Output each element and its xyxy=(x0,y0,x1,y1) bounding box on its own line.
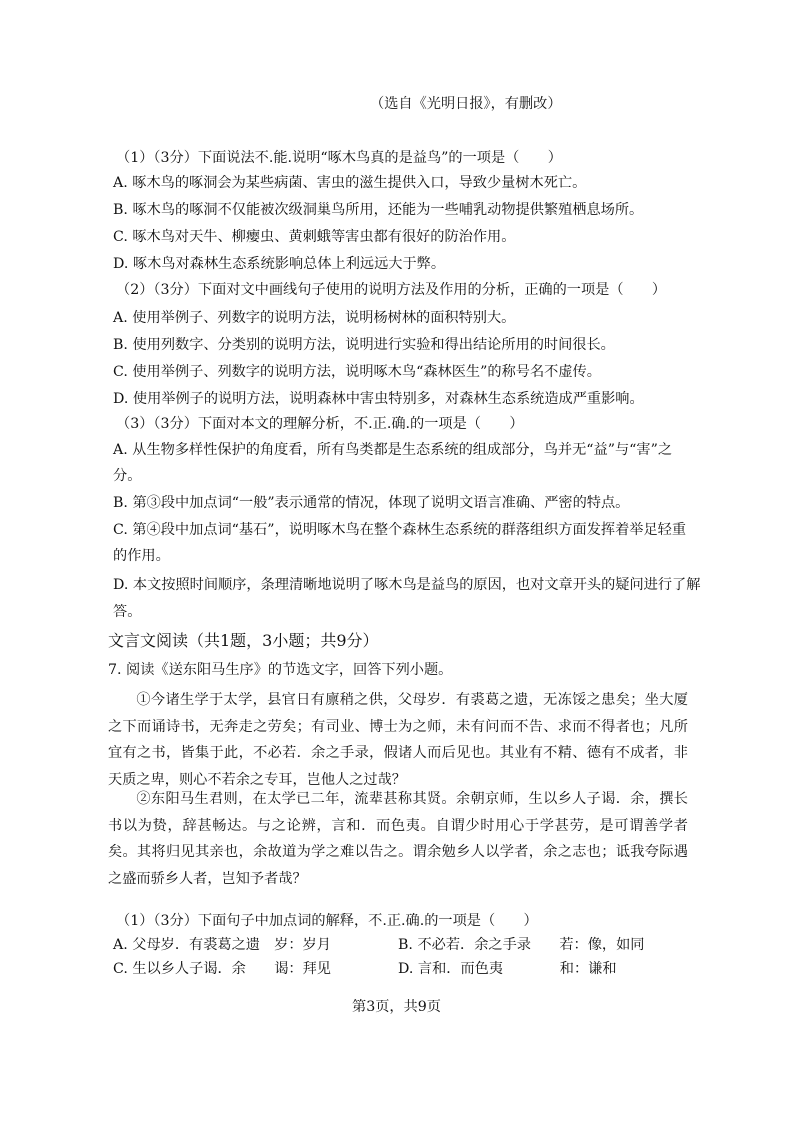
q3-stem: （3）（3分）下面对本文的理解分析，不.正.确.的一项是（ ） xyxy=(116,416,524,432)
q7-1-option-a: A. 父母岁．有裘葛之遗 岁：岁月 xyxy=(113,937,331,953)
passage-paragraph-2: ②东阳马生君则，在太学已二年，流辈甚称其贤。余朝京师，生以乡人子谒．余，撰长书以为贽，辞甚畅达。与之论辨，言和．而色夷。自谓少时用心于学甚劳，是可谓善学者矣。其将归见其亲也，余故道为学之难以告之。谓余勉乡人以学者，余之志也；诋我夸际遇之盛而骄乡人者，岂知予者哉？ xyxy=(108,791,688,887)
source-note: （选自《光明日报》，有删改） xyxy=(370,96,562,112)
q3-option-c-line2: 的作用。 xyxy=(113,548,170,564)
passage-paragraph-1: ①今诸生学于太学，县官日有廪稍之供，父母岁．有裘葛之遗，无冻馁之患矣；坐大厦之下而诵诗书，无奔走之劳矣；有司业、博士为之师，未有问而不告、求而不得者也；凡所宜有之书，皆集于此，不必若．余之手录，假诸人而后见也。其业有不精、德有不成者，非天质之卑，则心不若余之专耳，岂他人之过哉？ xyxy=(108,692,688,788)
q3-option-d-line1: D. 本文按照时间顺序，条理清晰地说明了啄木鸟是益鸟的原因，也对文章开头的疑问进行了解 xyxy=(113,577,701,593)
q2-stem: （2）（3分）下面对文中画线句子使用的说明方法及作用的分析，正确的一项是（ ） xyxy=(116,282,667,298)
page-footer: 第3页，共9页 xyxy=(352,999,441,1015)
q2-option-b: B. 使用列数字、分类别的说明方法，说明进行实验和得出结论所用的时间很长。 xyxy=(113,337,615,353)
section-heading: 文言文阅读（共1题，3小题；共9分） xyxy=(108,631,379,650)
q7-1-option-b: B. 不必若．余之手录 若：像，如同 xyxy=(398,937,645,953)
q1-stem: （1）（3分）下面说法不.能.说明“啄木鸟真的是益鸟”的一项是（ ） xyxy=(116,150,562,166)
q1-option-c: C. 啄木鸟对天牛、柳瘿虫、黄刺蛾等害虫都有很好的防治作用。 xyxy=(113,229,516,245)
q3-option-a-line2: 分。 xyxy=(113,468,142,484)
q1-option-b: B. 啄木鸟的啄洞不仅能被次级洞巢鸟所用，还能为一些哺乳动物提供繁殖栖息场所。 xyxy=(113,202,644,218)
q7-1-option-c: C. 生以乡人子谒．余 谒：拜见 xyxy=(113,961,331,977)
q3-option-b: B. 第③段中加点词“一般”表示通常的情况，体现了说明文语言准确、严密的特点。 xyxy=(113,495,630,511)
q3-option-a-line1: A. 从生物多样性保护的角度看，所有鸟类都是生态系统的组成部分，鸟并无“益”与“害”之 xyxy=(113,442,673,458)
q2-option-d: D. 使用举例子的说明方法，说明森林中害虫特别多，对森林生态系统造成严重影响。 xyxy=(113,391,644,407)
q2-option-a: A. 使用举例子、列数字的说明方法，说明杨树林的面积特别大。 xyxy=(113,310,516,326)
q1-option-a: A. 啄木鸟的啄洞会为某些病菌、害虫的滋生提供入口，导致少量树木死亡。 xyxy=(113,175,587,191)
q2-option-c: C. 使用举例子、列数字的说明方法，说明啄木鸟“森林医生”的称号名不虚传。 xyxy=(113,364,601,380)
q7-1-stem: （1）（3分）下面句子中加点词的解释，不.正.确.的一项是（ ） xyxy=(116,913,538,929)
q3-option-c-line1: C. 第④段中加点词“基石”，说明啄木鸟在整个森林生态系统的群落组织方面发挥着举足轻重 xyxy=(113,522,687,538)
q7-lead: 7. 阅读《送东阳马生序》的节选文字，回答下列小题。 xyxy=(108,662,453,678)
q1-option-d: D. 啄木鸟对森林生态系统影响总体上利远远大于弊。 xyxy=(113,256,446,272)
q7-1-option-d: D. 言和．而色夷 和：谦和 xyxy=(398,961,617,977)
q3-option-d-line2: 答。 xyxy=(113,604,142,620)
